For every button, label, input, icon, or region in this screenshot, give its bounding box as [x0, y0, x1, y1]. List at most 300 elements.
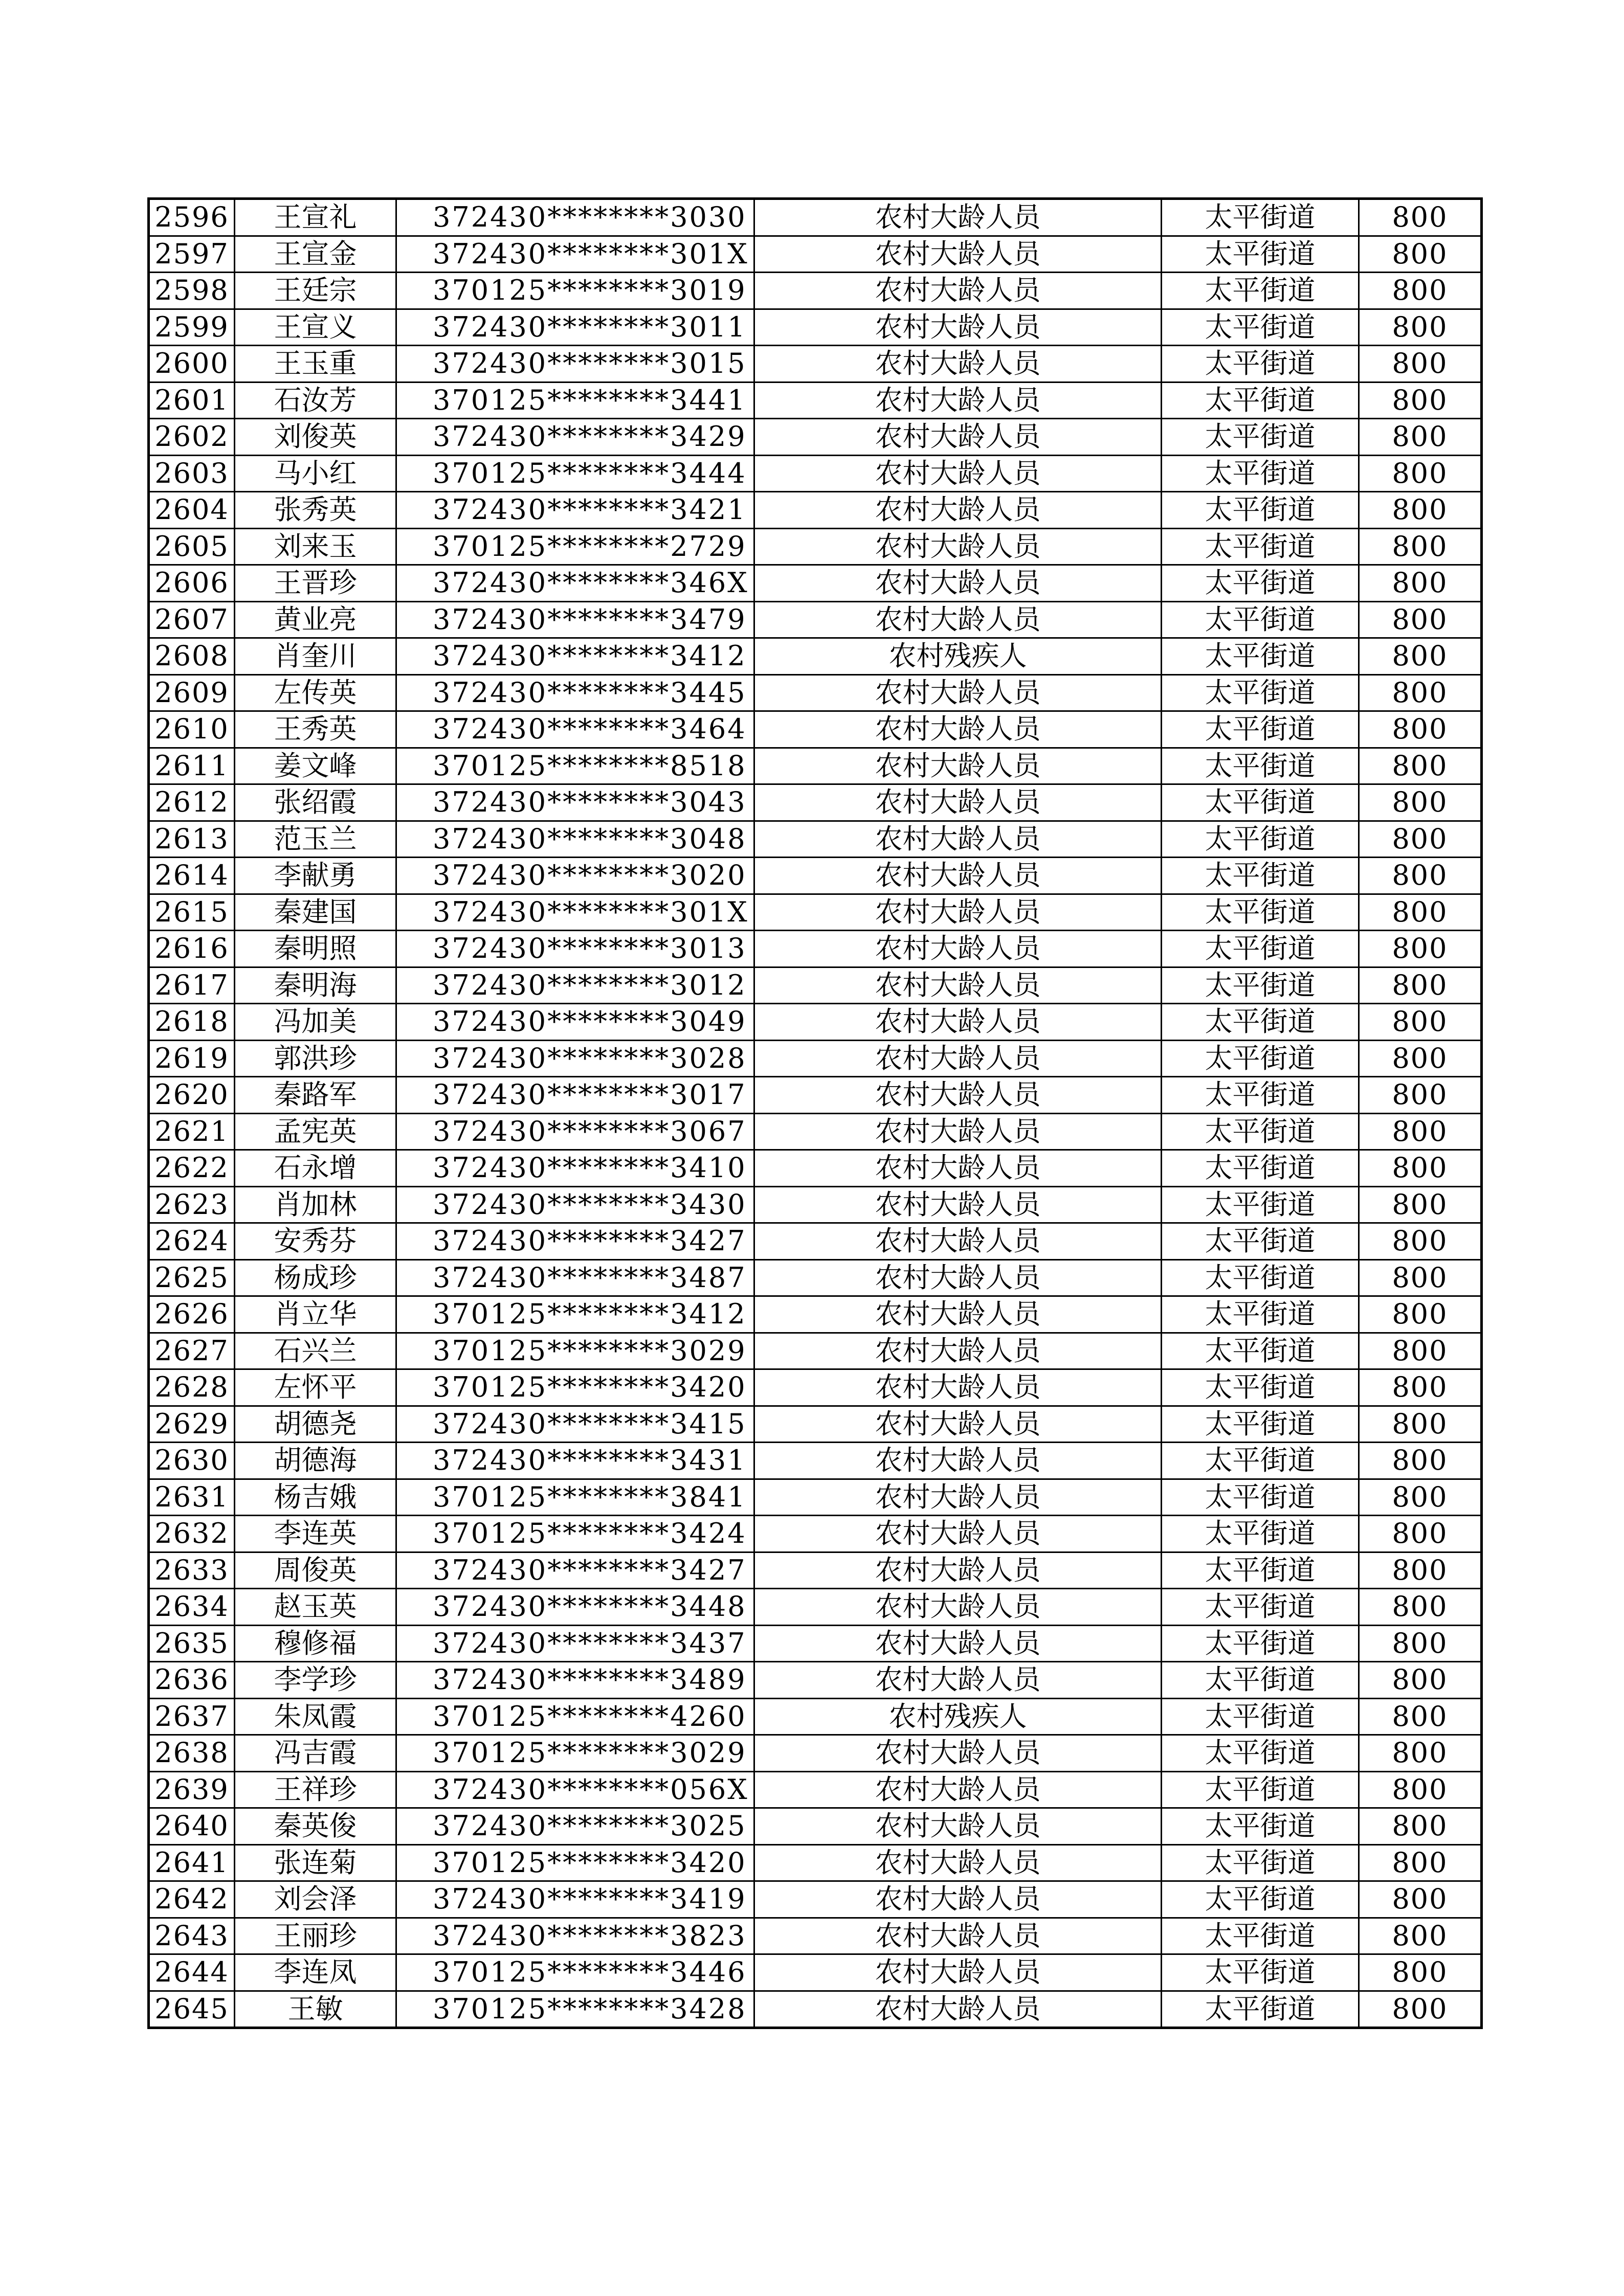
table-row [149, 1771, 1482, 1808]
category-cell: 农村大龄人员 [754, 1625, 1162, 1662]
id-number-cell: 372430********3419 [396, 1881, 754, 1918]
id-number-cell: 370125********3424 [396, 1516, 754, 1552]
id-number-cell: 372430********3412 [396, 638, 754, 675]
category-cell: 农村大龄人员 [754, 1991, 1162, 2028]
name-cell: 安秀芬 [235, 1223, 396, 1260]
subdistrict-cell: 太平街道 [1162, 1991, 1359, 2028]
amount-cell: 800 [1359, 1662, 1482, 1699]
table-row [149, 1625, 1482, 1662]
id-number-cell: 370125********3412 [396, 1296, 754, 1333]
amount-cell: 800 [1359, 1369, 1482, 1406]
category-cell: 农村大龄人员 [754, 858, 1162, 894]
amount-cell: 800 [1359, 1113, 1482, 1150]
id-number-cell: 372430********3410 [396, 1150, 754, 1187]
amount-cell: 800 [1359, 1918, 1482, 1954]
category-cell: 农村残疾人 [754, 1698, 1162, 1735]
name-cell: 郭洪珍 [235, 1040, 396, 1077]
id-number-cell: 372430********3430 [396, 1186, 754, 1223]
name-cell: 秦明海 [235, 967, 396, 1004]
table-row [149, 1698, 1482, 1735]
table-row [149, 419, 1482, 456]
serial-number-cell: 2602 [149, 419, 235, 456]
id-number-cell: 372430********3437 [396, 1625, 754, 1662]
category-cell: 农村大龄人员 [754, 1296, 1162, 1333]
table-row [149, 748, 1482, 784]
table-row [149, 967, 1482, 1004]
subdistrict-cell: 太平街道 [1162, 1333, 1359, 1369]
name-cell: 王玉重 [235, 346, 396, 382]
name-cell: 王祥珍 [235, 1771, 396, 1808]
name-cell: 张绍霞 [235, 784, 396, 821]
id-number-cell: 370125********3444 [396, 455, 754, 492]
serial-number-cell: 2604 [149, 492, 235, 529]
category-cell: 农村大龄人员 [754, 1479, 1162, 1516]
amount-cell: 800 [1359, 858, 1482, 894]
table-row [149, 1406, 1482, 1443]
table-row [149, 273, 1482, 309]
subdistrict-cell: 太平街道 [1162, 858, 1359, 894]
table-row [149, 1881, 1482, 1918]
table-row [149, 1333, 1482, 1369]
id-number-cell: 372430********3415 [396, 1406, 754, 1443]
amount-cell: 800 [1359, 1552, 1482, 1589]
id-number-cell: 370125********3441 [396, 382, 754, 419]
table-row [149, 1113, 1482, 1150]
serial-number-cell: 2641 [149, 1844, 235, 1881]
serial-number-cell: 2613 [149, 821, 235, 858]
subdistrict-cell: 太平街道 [1162, 1918, 1359, 1954]
subdistrict-cell: 太平街道 [1162, 1735, 1359, 1772]
subdistrict-cell: 太平街道 [1162, 1589, 1359, 1626]
category-cell: 农村大龄人员 [754, 199, 1162, 236]
amount-cell: 800 [1359, 1259, 1482, 1296]
amount-cell: 800 [1359, 1004, 1482, 1041]
id-number-cell: 370125********2729 [396, 528, 754, 565]
category-cell: 农村大龄人员 [754, 565, 1162, 602]
category-cell: 农村大龄人员 [754, 346, 1162, 382]
table-row [149, 528, 1482, 565]
amount-cell: 800 [1359, 638, 1482, 675]
serial-number-cell: 2639 [149, 1771, 235, 1808]
name-cell: 王丽珍 [235, 1918, 396, 1954]
name-cell: 赵玉英 [235, 1589, 396, 1626]
amount-cell: 800 [1359, 1443, 1482, 1479]
name-cell: 石兴兰 [235, 1333, 396, 1369]
table-row [149, 309, 1482, 346]
serial-number-cell: 2607 [149, 601, 235, 638]
serial-number-cell: 2626 [149, 1296, 235, 1333]
serial-number-cell: 2625 [149, 1259, 235, 1296]
id-number-cell: 372430********3015 [396, 346, 754, 382]
id-number-cell: 370125********3029 [396, 1735, 754, 1772]
name-cell: 刘来玉 [235, 528, 396, 565]
serial-number-cell: 2642 [149, 1881, 235, 1918]
serial-number-cell: 2612 [149, 784, 235, 821]
category-cell: 农村大龄人员 [754, 1662, 1162, 1699]
category-cell: 农村大龄人员 [754, 784, 1162, 821]
id-number-cell: 372430********3025 [396, 1808, 754, 1845]
amount-cell: 800 [1359, 1406, 1482, 1443]
name-cell: 范玉兰 [235, 821, 396, 858]
subdistrict-cell: 太平街道 [1162, 1077, 1359, 1114]
serial-number-cell: 2630 [149, 1443, 235, 1479]
subdistrict-cell: 太平街道 [1162, 784, 1359, 821]
id-number-cell: 372430********3427 [396, 1223, 754, 1260]
table-row [149, 1808, 1482, 1845]
category-cell: 农村大龄人员 [754, 1004, 1162, 1041]
category-cell: 农村大龄人员 [754, 236, 1162, 273]
subdistrict-cell: 太平街道 [1162, 967, 1359, 1004]
category-cell: 农村大龄人员 [754, 1150, 1162, 1187]
id-number-cell: 370125********3420 [396, 1844, 754, 1881]
serial-number-cell: 2598 [149, 273, 235, 309]
table-row [149, 492, 1482, 529]
table-row [149, 1004, 1482, 1041]
subdistrict-cell: 太平街道 [1162, 199, 1359, 236]
table-row [149, 1479, 1482, 1516]
id-number-cell: 372430********3017 [396, 1077, 754, 1114]
category-cell: 农村大龄人员 [754, 528, 1162, 565]
subdistrict-cell: 太平街道 [1162, 1443, 1359, 1479]
id-number-cell: 372430********3028 [396, 1040, 754, 1077]
subdistrict-cell: 太平街道 [1162, 1186, 1359, 1223]
subdistrict-cell: 太平街道 [1162, 1662, 1359, 1699]
amount-cell: 800 [1359, 1881, 1482, 1918]
subdistrict-cell: 太平街道 [1162, 931, 1359, 967]
subdistrict-cell: 太平街道 [1162, 1516, 1359, 1552]
serial-number-cell: 2599 [149, 309, 235, 346]
category-cell: 农村大龄人员 [754, 1333, 1162, 1369]
subdistrict-cell: 太平街道 [1162, 492, 1359, 529]
name-cell: 李连英 [235, 1516, 396, 1552]
table-row [149, 1296, 1482, 1333]
table-row [149, 1259, 1482, 1296]
amount-cell: 800 [1359, 1771, 1482, 1808]
id-number-cell: 372430********3464 [396, 711, 754, 748]
id-number-cell: 370125********3446 [396, 1954, 754, 1991]
amount-cell: 800 [1359, 1808, 1482, 1845]
category-cell: 农村大龄人员 [754, 273, 1162, 309]
amount-cell: 800 [1359, 1333, 1482, 1369]
serial-number-cell: 2605 [149, 528, 235, 565]
subdistrict-cell: 太平街道 [1162, 1479, 1359, 1516]
serial-number-cell: 2618 [149, 1004, 235, 1041]
table-row [149, 236, 1482, 273]
name-cell: 姜文峰 [235, 748, 396, 784]
id-number-cell: 372430********3043 [396, 784, 754, 821]
id-number-cell: 372430********3013 [396, 931, 754, 967]
amount-cell: 800 [1359, 1223, 1482, 1260]
subdistrict-cell: 太平街道 [1162, 1808, 1359, 1845]
serial-number-cell: 2609 [149, 674, 235, 711]
table-row [149, 1552, 1482, 1589]
amount-cell: 800 [1359, 309, 1482, 346]
name-cell: 马小红 [235, 455, 396, 492]
serial-number-cell: 2636 [149, 1662, 235, 1699]
subdistrict-cell: 太平街道 [1162, 565, 1359, 602]
category-cell: 农村大龄人员 [754, 1516, 1162, 1552]
table-row [149, 1954, 1482, 1991]
id-number-cell: 372430********3823 [396, 1918, 754, 1954]
category-cell: 农村大龄人员 [754, 931, 1162, 967]
amount-cell: 800 [1359, 565, 1482, 602]
id-number-cell: 372430********056X [396, 1771, 754, 1808]
table-row [149, 1150, 1482, 1187]
table-row [149, 858, 1482, 894]
table-row [149, 931, 1482, 967]
table-row [149, 1991, 1482, 2028]
id-number-cell: 372430********3487 [396, 1259, 754, 1296]
serial-number-cell: 2622 [149, 1150, 235, 1187]
roster-table [147, 197, 1483, 2029]
table-row [149, 1223, 1482, 1260]
amount-cell: 800 [1359, 1625, 1482, 1662]
amount-cell: 800 [1359, 784, 1482, 821]
serial-number-cell: 2632 [149, 1516, 235, 1552]
serial-number-cell: 2635 [149, 1625, 235, 1662]
category-cell: 农村大龄人员 [754, 1077, 1162, 1114]
subdistrict-cell: 太平街道 [1162, 455, 1359, 492]
subdistrict-cell: 太平街道 [1162, 1040, 1359, 1077]
id-number-cell: 372430********3012 [396, 967, 754, 1004]
amount-cell: 800 [1359, 1844, 1482, 1881]
name-cell: 刘俊英 [235, 419, 396, 456]
amount-cell: 800 [1359, 455, 1482, 492]
id-number-cell: 372430********3448 [396, 1589, 754, 1626]
serial-number-cell: 2637 [149, 1698, 235, 1735]
category-cell: 农村大龄人员 [754, 1589, 1162, 1626]
id-number-cell: 370125********3841 [396, 1479, 754, 1516]
amount-cell: 800 [1359, 1479, 1482, 1516]
serial-number-cell: 2640 [149, 1808, 235, 1845]
name-cell: 秦路军 [235, 1077, 396, 1114]
category-cell: 农村大龄人员 [754, 1113, 1162, 1150]
table-row [149, 711, 1482, 748]
id-number-cell: 370125********3019 [396, 273, 754, 309]
table-row [149, 1662, 1482, 1699]
table-row [149, 1369, 1482, 1406]
category-cell: 农村大龄人员 [754, 748, 1162, 784]
name-cell: 朱凤霞 [235, 1698, 396, 1735]
table-row [149, 346, 1482, 382]
amount-cell: 800 [1359, 601, 1482, 638]
amount-cell: 800 [1359, 1698, 1482, 1735]
name-cell: 黄业亮 [235, 601, 396, 638]
subdistrict-cell: 太平街道 [1162, 1771, 1359, 1808]
table-row [149, 894, 1482, 931]
subdistrict-cell: 太平街道 [1162, 1844, 1359, 1881]
roster-table-body [149, 199, 1482, 2028]
amount-cell: 800 [1359, 1040, 1482, 1077]
id-number-cell: 372430********3020 [396, 858, 754, 894]
category-cell: 农村大龄人员 [754, 455, 1162, 492]
category-cell: 农村大龄人员 [754, 1223, 1162, 1260]
id-number-cell: 370125********4260 [396, 1698, 754, 1735]
amount-cell: 800 [1359, 748, 1482, 784]
category-cell: 农村大龄人员 [754, 1259, 1162, 1296]
amount-cell: 800 [1359, 967, 1482, 1004]
amount-cell: 800 [1359, 1516, 1482, 1552]
amount-cell: 800 [1359, 419, 1482, 456]
category-cell: 农村大龄人员 [754, 1918, 1162, 1954]
amount-cell: 800 [1359, 199, 1482, 236]
amount-cell: 800 [1359, 931, 1482, 967]
name-cell: 胡德海 [235, 1443, 396, 1479]
category-cell: 农村大龄人员 [754, 1808, 1162, 1845]
subdistrict-cell: 太平街道 [1162, 309, 1359, 346]
id-number-cell: 372430********3445 [396, 674, 754, 711]
name-cell: 张秀英 [235, 492, 396, 529]
name-cell: 王敏 [235, 1991, 396, 2028]
amount-cell: 800 [1359, 528, 1482, 565]
subdistrict-cell: 太平街道 [1162, 674, 1359, 711]
name-cell: 肖加林 [235, 1186, 396, 1223]
serial-number-cell: 2634 [149, 1589, 235, 1626]
amount-cell: 800 [1359, 382, 1482, 419]
id-number-cell: 372430********3431 [396, 1443, 754, 1479]
id-number-cell: 372430********301X [396, 236, 754, 273]
category-cell: 农村大龄人员 [754, 674, 1162, 711]
name-cell: 李学珍 [235, 1662, 396, 1699]
name-cell: 张连菊 [235, 1844, 396, 1881]
name-cell: 王宣礼 [235, 199, 396, 236]
serial-number-cell: 2627 [149, 1333, 235, 1369]
amount-cell: 800 [1359, 346, 1482, 382]
table-row [149, 199, 1482, 236]
subdistrict-cell: 太平街道 [1162, 1625, 1359, 1662]
name-cell: 肖奎川 [235, 638, 396, 675]
serial-number-cell: 2616 [149, 931, 235, 967]
serial-number-cell: 2611 [149, 748, 235, 784]
category-cell: 农村大龄人员 [754, 601, 1162, 638]
category-cell: 农村大龄人员 [754, 1844, 1162, 1881]
id-number-cell: 372430********3427 [396, 1552, 754, 1589]
serial-number-cell: 2600 [149, 346, 235, 382]
amount-cell: 800 [1359, 674, 1482, 711]
id-number-cell: 372430********3049 [396, 1004, 754, 1041]
subdistrict-cell: 太平街道 [1162, 1004, 1359, 1041]
table-row [149, 1589, 1482, 1626]
table-row [149, 1735, 1482, 1772]
table-row [149, 821, 1482, 858]
serial-number-cell: 2603 [149, 455, 235, 492]
category-cell: 农村大龄人员 [754, 967, 1162, 1004]
category-cell: 农村大龄人员 [754, 1369, 1162, 1406]
amount-cell: 800 [1359, 492, 1482, 529]
name-cell: 肖立华 [235, 1296, 396, 1333]
id-number-cell: 372430********3429 [396, 419, 754, 456]
subdistrict-cell: 太平街道 [1162, 1223, 1359, 1260]
category-cell: 农村大龄人员 [754, 1040, 1162, 1077]
id-number-cell: 372430********3421 [396, 492, 754, 529]
serial-number-cell: 2631 [149, 1479, 235, 1516]
table-row [149, 1516, 1482, 1552]
category-cell: 农村大龄人员 [754, 1186, 1162, 1223]
subdistrict-cell: 太平街道 [1162, 1369, 1359, 1406]
serial-number-cell: 2615 [149, 894, 235, 931]
name-cell: 石汝芳 [235, 382, 396, 419]
subdistrict-cell: 太平街道 [1162, 1113, 1359, 1150]
category-cell: 农村大龄人员 [754, 1771, 1162, 1808]
name-cell: 周俊英 [235, 1552, 396, 1589]
subdistrict-cell: 太平街道 [1162, 638, 1359, 675]
category-cell: 农村大龄人员 [754, 711, 1162, 748]
category-cell: 农村大龄人员 [754, 1552, 1162, 1589]
table-row [149, 638, 1482, 675]
amount-cell: 800 [1359, 1296, 1482, 1333]
serial-number-cell: 2644 [149, 1954, 235, 1991]
category-cell: 农村大龄人员 [754, 894, 1162, 931]
serial-number-cell: 2601 [149, 382, 235, 419]
subdistrict-cell: 太平街道 [1162, 601, 1359, 638]
name-cell: 秦英俊 [235, 1808, 396, 1845]
serial-number-cell: 2597 [149, 236, 235, 273]
serial-number-cell: 2620 [149, 1077, 235, 1114]
id-number-cell: 372430********301X [396, 894, 754, 931]
serial-number-cell: 2619 [149, 1040, 235, 1077]
table-row [149, 1077, 1482, 1114]
table-row [149, 455, 1482, 492]
amount-cell: 800 [1359, 711, 1482, 748]
amount-cell: 800 [1359, 1735, 1482, 1772]
name-cell: 左怀平 [235, 1369, 396, 1406]
serial-number-cell: 2645 [149, 1991, 235, 2028]
id-number-cell: 372430********3048 [396, 821, 754, 858]
table-row [149, 565, 1482, 602]
subdistrict-cell: 太平街道 [1162, 1954, 1359, 1991]
subdistrict-cell: 太平街道 [1162, 711, 1359, 748]
name-cell: 冯加美 [235, 1004, 396, 1041]
category-cell: 农村大龄人员 [754, 492, 1162, 529]
subdistrict-cell: 太平街道 [1162, 419, 1359, 456]
amount-cell: 800 [1359, 273, 1482, 309]
serial-number-cell: 2617 [149, 967, 235, 1004]
name-cell: 杨吉娥 [235, 1479, 396, 1516]
amount-cell: 800 [1359, 1077, 1482, 1114]
name-cell: 杨成珍 [235, 1259, 396, 1296]
name-cell: 王晋珍 [235, 565, 396, 602]
name-cell: 李连凤 [235, 1954, 396, 1991]
amount-cell: 800 [1359, 894, 1482, 931]
serial-number-cell: 2623 [149, 1186, 235, 1223]
amount-cell: 800 [1359, 1589, 1482, 1626]
name-cell: 冯吉霞 [235, 1735, 396, 1772]
id-number-cell: 370125********8518 [396, 748, 754, 784]
serial-number-cell: 2633 [149, 1552, 235, 1589]
table-row [149, 1443, 1482, 1479]
serial-number-cell: 2614 [149, 858, 235, 894]
amount-cell: 800 [1359, 236, 1482, 273]
serial-number-cell: 2596 [149, 199, 235, 236]
name-cell: 胡德尧 [235, 1406, 396, 1443]
category-cell: 农村大龄人员 [754, 382, 1162, 419]
name-cell: 王廷宗 [235, 273, 396, 309]
id-number-cell: 372430********3030 [396, 199, 754, 236]
subdistrict-cell: 太平街道 [1162, 821, 1359, 858]
serial-number-cell: 2606 [149, 565, 235, 602]
name-cell: 孟宪英 [235, 1113, 396, 1150]
serial-number-cell: 2628 [149, 1369, 235, 1406]
subdistrict-cell: 太平街道 [1162, 1552, 1359, 1589]
amount-cell: 800 [1359, 821, 1482, 858]
name-cell: 王宣义 [235, 309, 396, 346]
table-row [149, 1040, 1482, 1077]
id-number-cell: 370125********3428 [396, 1991, 754, 2028]
serial-number-cell: 2621 [149, 1113, 235, 1150]
serial-number-cell: 2643 [149, 1918, 235, 1954]
amount-cell: 800 [1359, 1954, 1482, 1991]
id-number-cell: 370125********3420 [396, 1369, 754, 1406]
